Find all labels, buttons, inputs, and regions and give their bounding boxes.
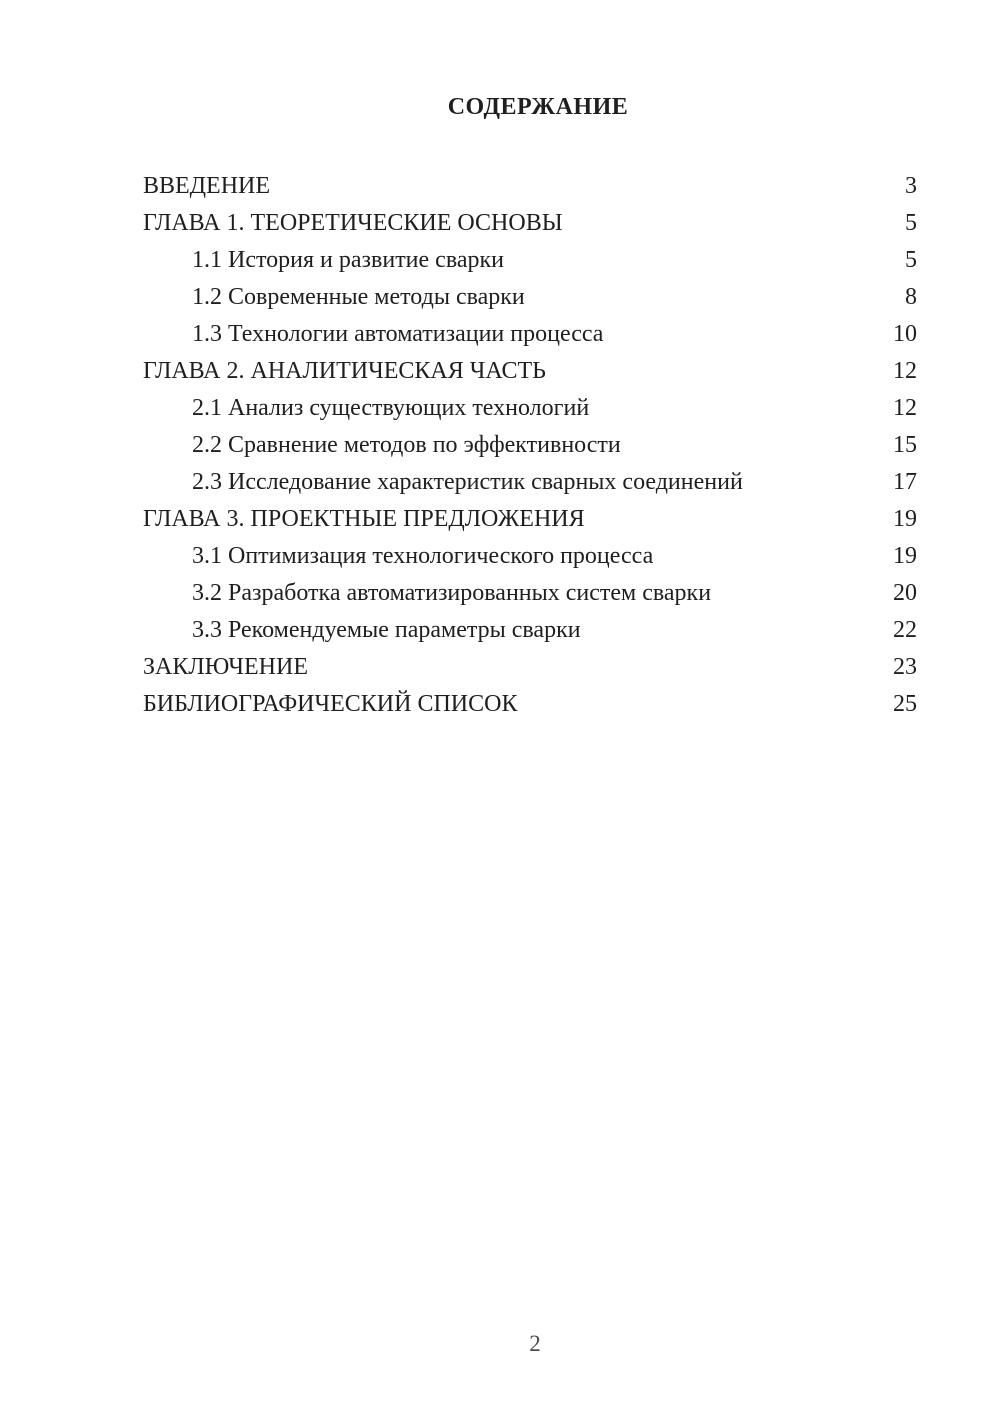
- toc-entry: [143, 464, 917, 501]
- toc-title: СОДЕРЖАНИЕ: [447, 94, 629, 120]
- toc-entry-page: 19: [893, 506, 917, 532]
- toc-entry-page: 3: [905, 173, 917, 199]
- toc-entry: [143, 168, 917, 205]
- toc-entry: [143, 353, 917, 390]
- toc-entry-label: БИБЛИОГРАФИЧЕСКИЙ СПИСОК: [143, 691, 518, 717]
- toc-entry-label: ГЛАВА 3. ПРОЕКТНЫЕ ПРЕДЛОЖЕНИЯ: [143, 506, 585, 532]
- toc-entry-label: 2.1 Анализ существующих технологий: [192, 395, 590, 421]
- toc-entry: [143, 427, 917, 464]
- toc-entry-label: 3.2 Разработка автоматизированных систем сварки: [192, 580, 712, 606]
- toc-entry-label: 3.3 Рекомендуемые параметры сварки: [192, 617, 581, 643]
- toc-entry-page: 12: [893, 358, 917, 384]
- toc-entry-page: 8: [905, 284, 917, 310]
- toc-entry: [143, 501, 917, 538]
- toc-entry: [143, 279, 917, 316]
- toc-entry: [143, 575, 917, 612]
- toc-entry-label: ВВЕДЕНИЕ: [143, 173, 271, 199]
- toc-entry: [143, 242, 917, 279]
- toc-entry-page: 10: [893, 321, 917, 347]
- toc-entry-page: 25: [893, 691, 917, 717]
- toc-entry-page: 22: [893, 617, 917, 643]
- toc-entry-label: 1.2 Современные методы сварки: [192, 284, 525, 310]
- toc-entry-label: 2.2 Сравнение методов по эффективности: [192, 432, 621, 458]
- toc-entry-page: 17: [893, 469, 917, 495]
- toc-entry-page: 23: [893, 654, 917, 680]
- toc-entry-label: ЗАКЛЮЧЕНИЕ: [143, 654, 308, 680]
- toc-entry-label: 2.3 Исследование характеристик сварных соединений: [192, 469, 743, 495]
- toc-entry-label: 1.3 Технологии автоматизации процесса: [192, 321, 604, 347]
- toc-entry-page: 19: [893, 543, 917, 569]
- toc-entry-label: ГЛАВА 2. АНАЛИТИЧЕСКАЯ ЧАСТЬ: [143, 358, 546, 384]
- toc-entry-label: 1.1 История и развитие сварки: [192, 247, 504, 273]
- toc-entry: [143, 390, 917, 427]
- toc-entry: [143, 538, 917, 575]
- toc-entry: [143, 316, 917, 353]
- toc-entry-page: 12: [893, 395, 917, 421]
- toc-entry: [143, 649, 917, 686]
- toc-entry: [143, 205, 917, 242]
- page-number: 2: [529, 1331, 541, 1356]
- toc-entry-label: 3.1 Оптимизация технологического процесса: [192, 543, 654, 569]
- toc-entry-page: 20: [893, 580, 917, 606]
- toc-entry-page: 5: [905, 210, 917, 236]
- toc-list: [143, 168, 917, 723]
- toc-entry: [143, 686, 917, 723]
- toc-entry: [143, 612, 917, 649]
- toc-entry-label: ГЛАВА 1. ТЕОРЕТИЧЕСКИЕ ОСНОВЫ: [143, 210, 563, 236]
- toc-entry-page: 15: [893, 432, 917, 458]
- toc-entry-page: 5: [905, 247, 917, 273]
